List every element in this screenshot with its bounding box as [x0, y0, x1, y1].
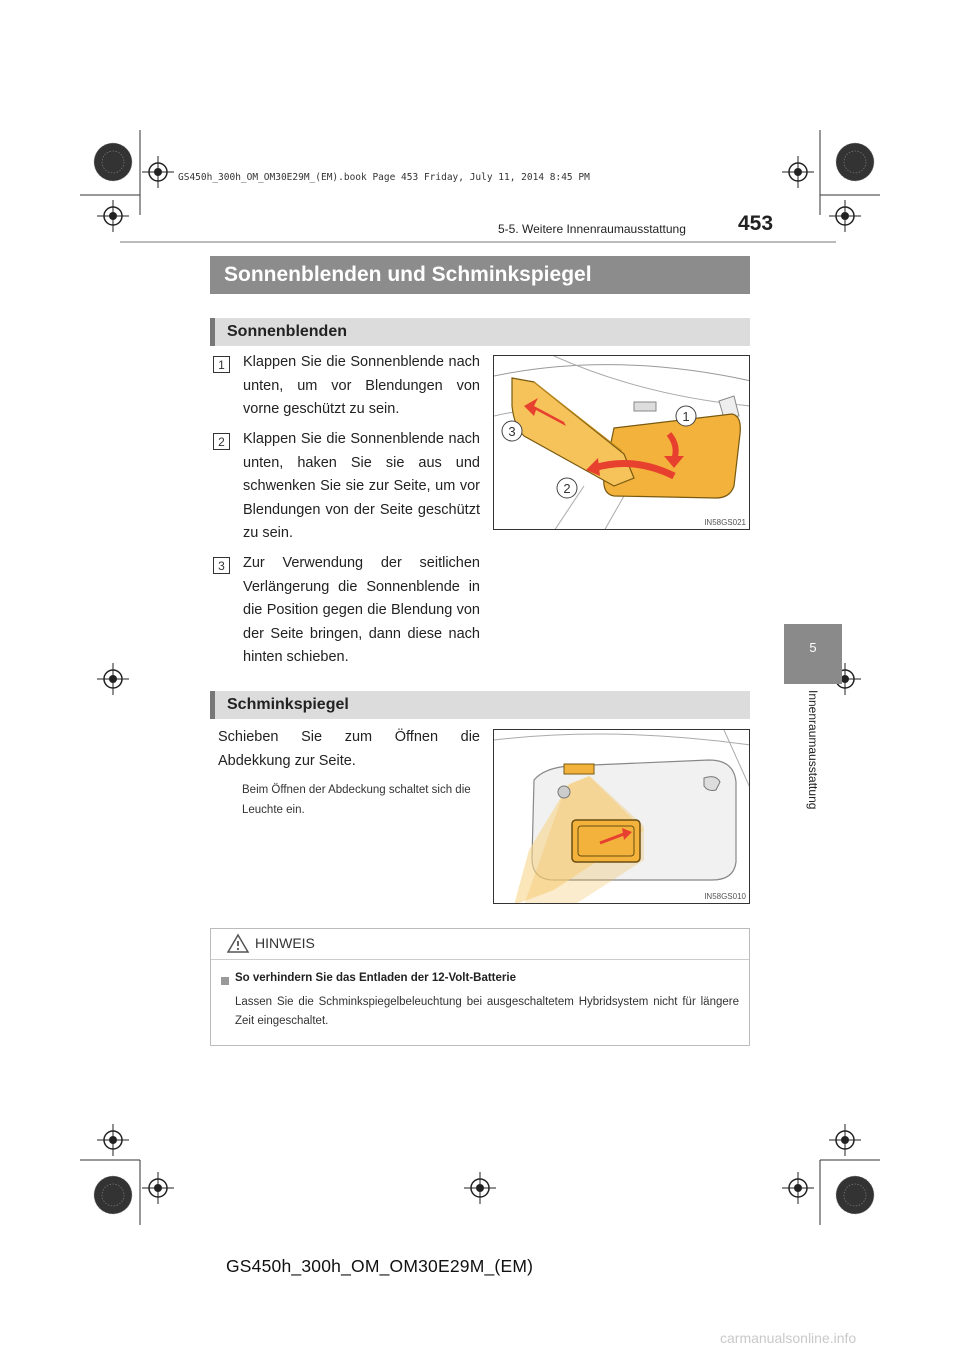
notice-body: Lassen Sie die Schminkspiegelbeleuchtung bei ausgeschaltetem Hybridsystem nicht für längere Zeit eingeschaltet.	[235, 996, 739, 1027]
notice-box	[210, 928, 750, 1046]
vanity-mirror-illustration	[493, 729, 750, 904]
callout-2: 2	[563, 481, 571, 496]
header-rule	[120, 241, 836, 243]
figure-code: IN58GS010	[704, 892, 746, 901]
vanity-instruction: Schieben Sie zum Öffnen die Abdekkung zur Seite.	[218, 729, 480, 769]
section-heading-sunvisors: Sonnenblenden	[210, 318, 750, 346]
step-text: Klappen Sie die Sonnenblende nach unten, um vor Blendungen von vorne geschützt zu sein.	[243, 354, 480, 417]
running-header: 5-5. Weitere Innenraumausstattung	[498, 222, 686, 236]
chapter-tab-label: Innenraumausstattung	[806, 690, 820, 810]
notice-header	[211, 929, 749, 960]
warning-icon	[227, 933, 249, 953]
step-number: 3	[213, 557, 230, 574]
document-code: GS450h_300h_OM_OM30E29M_(EM)	[226, 1256, 534, 1276]
section-heading-vanity-mirror: Schminkspiegel	[210, 691, 750, 719]
sunvisor-illustration	[493, 355, 750, 530]
callout-1: 1	[682, 409, 690, 424]
page-number: 453	[738, 212, 774, 235]
page-title: Sonnenblenden und Schminkspiegel	[210, 256, 750, 294]
step-text: Klappen Sie die Sonnenblende nach unten, haken Sie sie aus und schwenken Sie sie zur Seite, um vor Blendungen von der Seite geschützt zu sein.	[243, 431, 480, 541]
step-number: 2	[213, 433, 230, 450]
step-text: Zur Verwendung der seitlichen Verlängerung die Sonnenblende in die Position gegen die Blendung von der Seite bringen, dann diese nach hinten schieben.	[243, 555, 480, 665]
book-info-line: GS450h_300h_OM_OM30E29M_(EM).book Page 453 Friday, July 11, 2014 8:45 PM	[178, 172, 590, 183]
chapter-tab: 5	[784, 624, 842, 684]
notice-title: HINWEIS	[255, 935, 315, 951]
figure-code: IN58GS021	[704, 518, 746, 527]
watermark: carmanualsonline.info	[720, 1330, 857, 1346]
vanity-note: Beim Öffnen der Abdeckung schaltet sich die Leuchte ein.	[242, 784, 471, 816]
callout-3: 3	[508, 424, 516, 439]
bullet-square-icon	[221, 977, 229, 985]
step-number: 1	[213, 356, 230, 373]
notice-subtitle: So verhindern Sie das Entladen der 12-Volt-Batterie	[235, 972, 516, 984]
